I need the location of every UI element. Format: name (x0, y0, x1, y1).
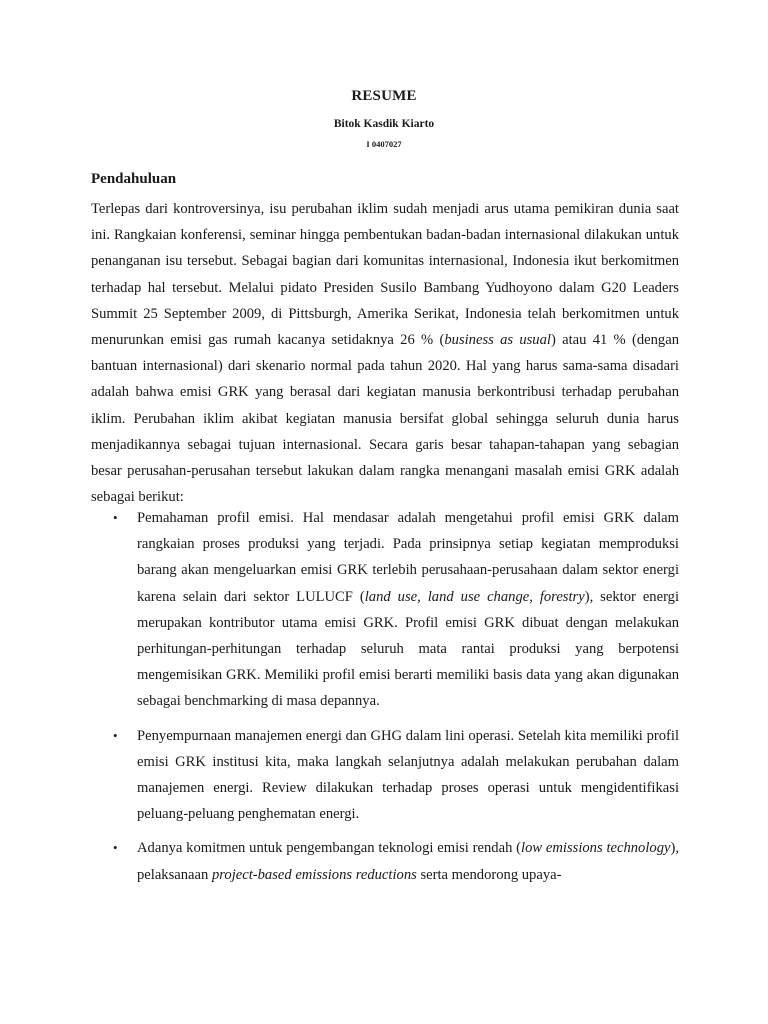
bullet-3-italic: low emissions technology (521, 840, 671, 857)
bullet-dot-icon: • (113, 727, 118, 743)
intro-italic: business as usual (444, 332, 551, 349)
student-id: I 0407027 (366, 139, 402, 149)
author-name: Bitok Kasdik Kiarto (333, 118, 435, 130)
bullet-list (91, 505, 679, 896)
intro-paragraph (91, 196, 679, 510)
intro-text-1: Terlepas dari kontroversinya, isu perubahan iklim sudah menjadi arus utama pemikiran dunia saat ini. Rangkaian konferensi, seminar hingga pembentukan badan-badan internasional dilakukan untuk penanganan isu tersebut. Sebagai bagian dari komunitas internasional, Indonesia ikut berkomitmen terhadap hal tersebut. Melalui pidato Presiden Susilo Bambang Yudhoyono dalam G20 Leaders Summit 25 September 2009, di Pittsburgh, Amerika Serikat, Indonesia telah berkomitmen untuk menurunkan emisi gas rumah kacanya setidaknya 26 % ( (91, 201, 679, 349)
bullet-3-text-c: serta mendorong upaya- (416, 866, 562, 883)
bullet-item-energy-management (91, 723, 679, 828)
bullet-2-text: Penyempurnaan manajemen energi dan GHG dalam lini operasi. Setelah kita memiliki profil emisi GRK institusi kita, maka langkah selanjutnya adalah melakukan perubahan dalam manajemen energi. Review dilakukan terhadap proses operasi untuk mengidentifikasi peluang-peluang penghematan energi. (137, 727, 679, 823)
bullet-1-text-b: ), sektor energi merupakan kontributor utama emisi GRK. Profil emisi GRK dibuat dengan melakukan perhitungan-perhitungan terhadap seluruh mata rantai produksi yang berpotensi mengemisikan GRK. Memiliki profil emisi berarti memiliki basis data yang akan digunakan sebagai benchmarking di masa depannya. (137, 588, 680, 710)
bullet-dot-icon: • (113, 840, 118, 856)
bullet-item-low-emission-tech (91, 835, 679, 887)
bullet-1-italic: land use, land use change, forestry (364, 588, 585, 605)
bullet-3-italic-2: project-based emissions reductions (211, 866, 417, 883)
document-title: RESUME (351, 88, 417, 104)
bullet-1-text-a: Pemahaman profil emisi. Hal mendasar adalah mengetahui profil emisi GRK dalam rangkaian proses produksi yang terjadi. Pada prinsipnya setiap kegiatan memproduksi barang akan mengeluarkan emisi GRK terlebih perusahaan-perusahaan dalam sektor energi karena selain dari sektor LULUCF ( (137, 510, 679, 605)
bullet-3-text-b: ), pelaksanaan (137, 840, 679, 883)
bullet-dot-icon: • (113, 510, 118, 525)
bullet-item-emission-profile (91, 505, 679, 715)
section-heading: Pendahuluan (91, 171, 177, 187)
intro-text-2: ) atau 41 % (dengan bantuan internasional) dari skenario normal pada tahun 2020. Hal yang harus sama-sama disadari adalah bahwa emisi GRK yang berasal dari kegiatan manusia berkontribusi terhadap perubahan iklim. Perubahan iklim akibat kegiatan manusia bersifat global sehingga seluruh dunia harus menjadikannya sebagai tujuan internasional. Secara garis besar tahapan-tahapan yang sebagian besar perusahan-perusahan tersebut lakukan dalam rangka menangani masalah emisi GRK adalah sebagai berikut: (91, 332, 679, 506)
bullet-3-text-a: Adanya komitmen untuk pengembangan teknologi emisi rendah ( (137, 840, 522, 857)
